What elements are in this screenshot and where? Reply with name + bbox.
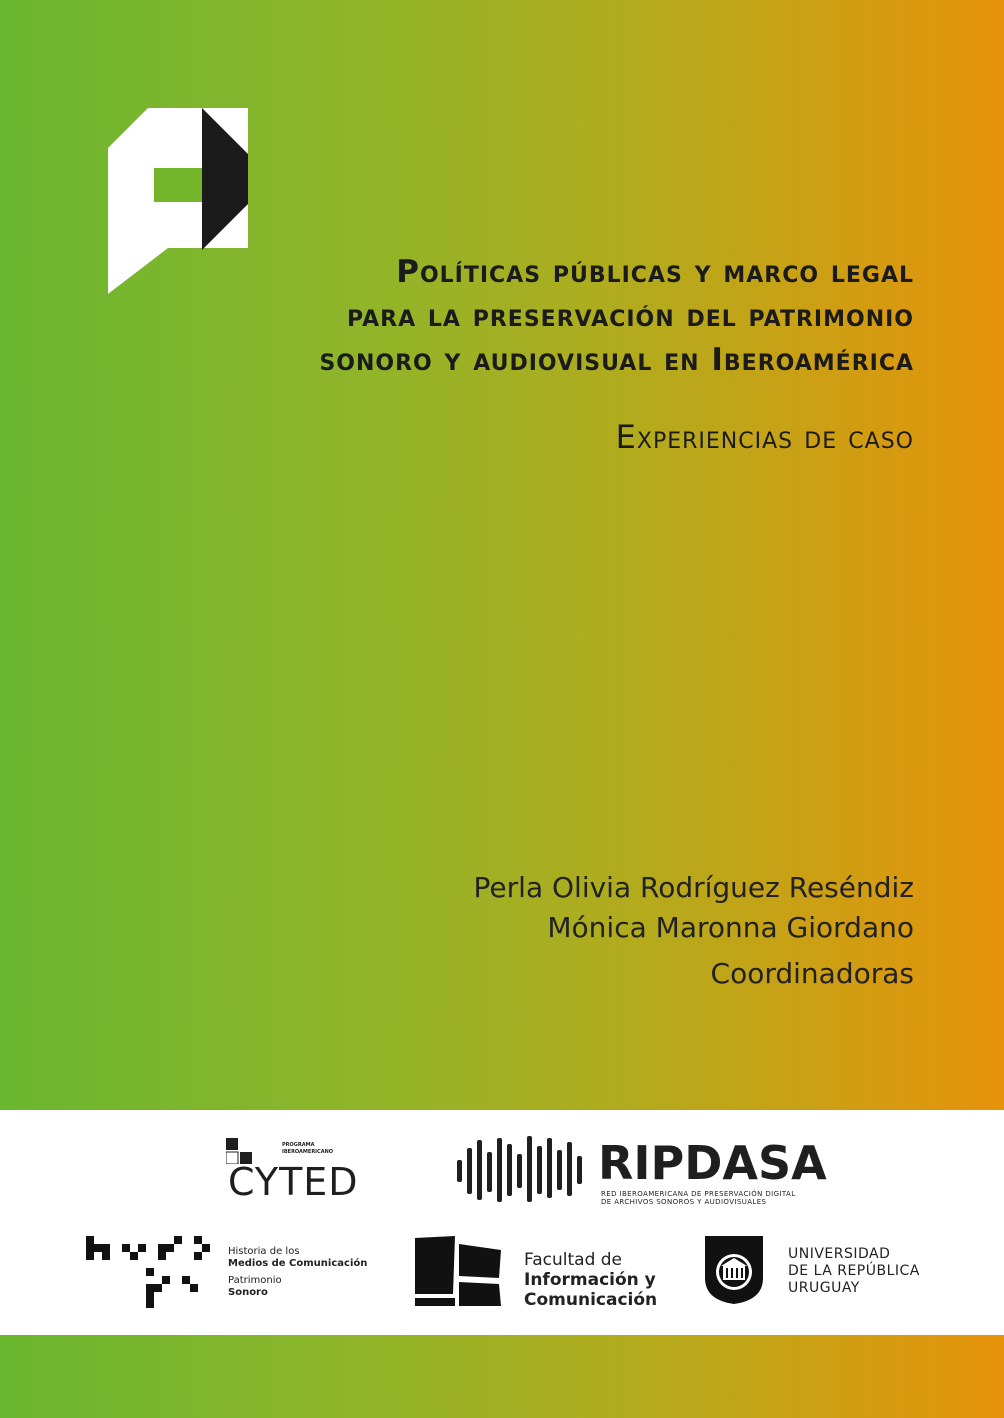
hmc-line-4: Sonoro: [228, 1287, 268, 1298]
fic-line-2: Información y: [524, 1270, 656, 1290]
title-line-1: Políticas públicas y marco legal: [396, 254, 914, 290]
pixel-mark-icon: [86, 1236, 210, 1308]
book-title: [319, 250, 914, 382]
logo-band: [0, 1110, 1004, 1335]
ripdasa-tagline-2: DE ARCHIVOS SONOROS Y AUDIOVISUALES: [601, 1198, 767, 1206]
hmc-line-3: Patrimonio: [228, 1275, 282, 1286]
udelar-line-1: UNIVERSIDAD: [788, 1246, 891, 1262]
cyted-tag-1: PROGRAMA: [282, 1142, 315, 1148]
fic-line-1: Facultad de: [524, 1250, 623, 1270]
udelar-line-3: URUGUAY: [788, 1280, 860, 1296]
book-subtitle: Experiencias de caso: [615, 418, 914, 456]
author-role: Coordinadoras: [710, 957, 914, 990]
author-1: Perla Olivia Rodríguez Reséndiz: [473, 871, 914, 904]
udelar-line-2: DE LA REPÚBLICA: [788, 1263, 920, 1279]
cyted-name: CYTED: [228, 1160, 359, 1204]
sound-wave-icon: [457, 1134, 589, 1204]
ripdasa-name: RIPDASA: [598, 1136, 827, 1190]
hmc-line-1: Historia de los: [228, 1246, 300, 1257]
university-seal-icon: [703, 1234, 765, 1306]
cyted-tag-2: IBEROAMERICANO: [282, 1149, 333, 1155]
fic-line-3: Comunicación: [524, 1290, 658, 1310]
p-logo-icon: [108, 108, 248, 294]
authors-block: [474, 868, 914, 994]
hmc-line-2: Medios de Comunicación: [228, 1258, 368, 1269]
title-line-2: para la preservación del patrimonio: [347, 298, 914, 334]
author-2: Mónica Maronna Giordano: [547, 911, 914, 944]
title-line-3: sonoro y audiovisual en Iberoamérica: [319, 342, 914, 378]
ripdasa-tagline-1: RED IBEROAMERICANA DE PRESERVACIÓN DIGITAL: [601, 1190, 796, 1198]
fic-blocks-icon: [415, 1236, 501, 1308]
